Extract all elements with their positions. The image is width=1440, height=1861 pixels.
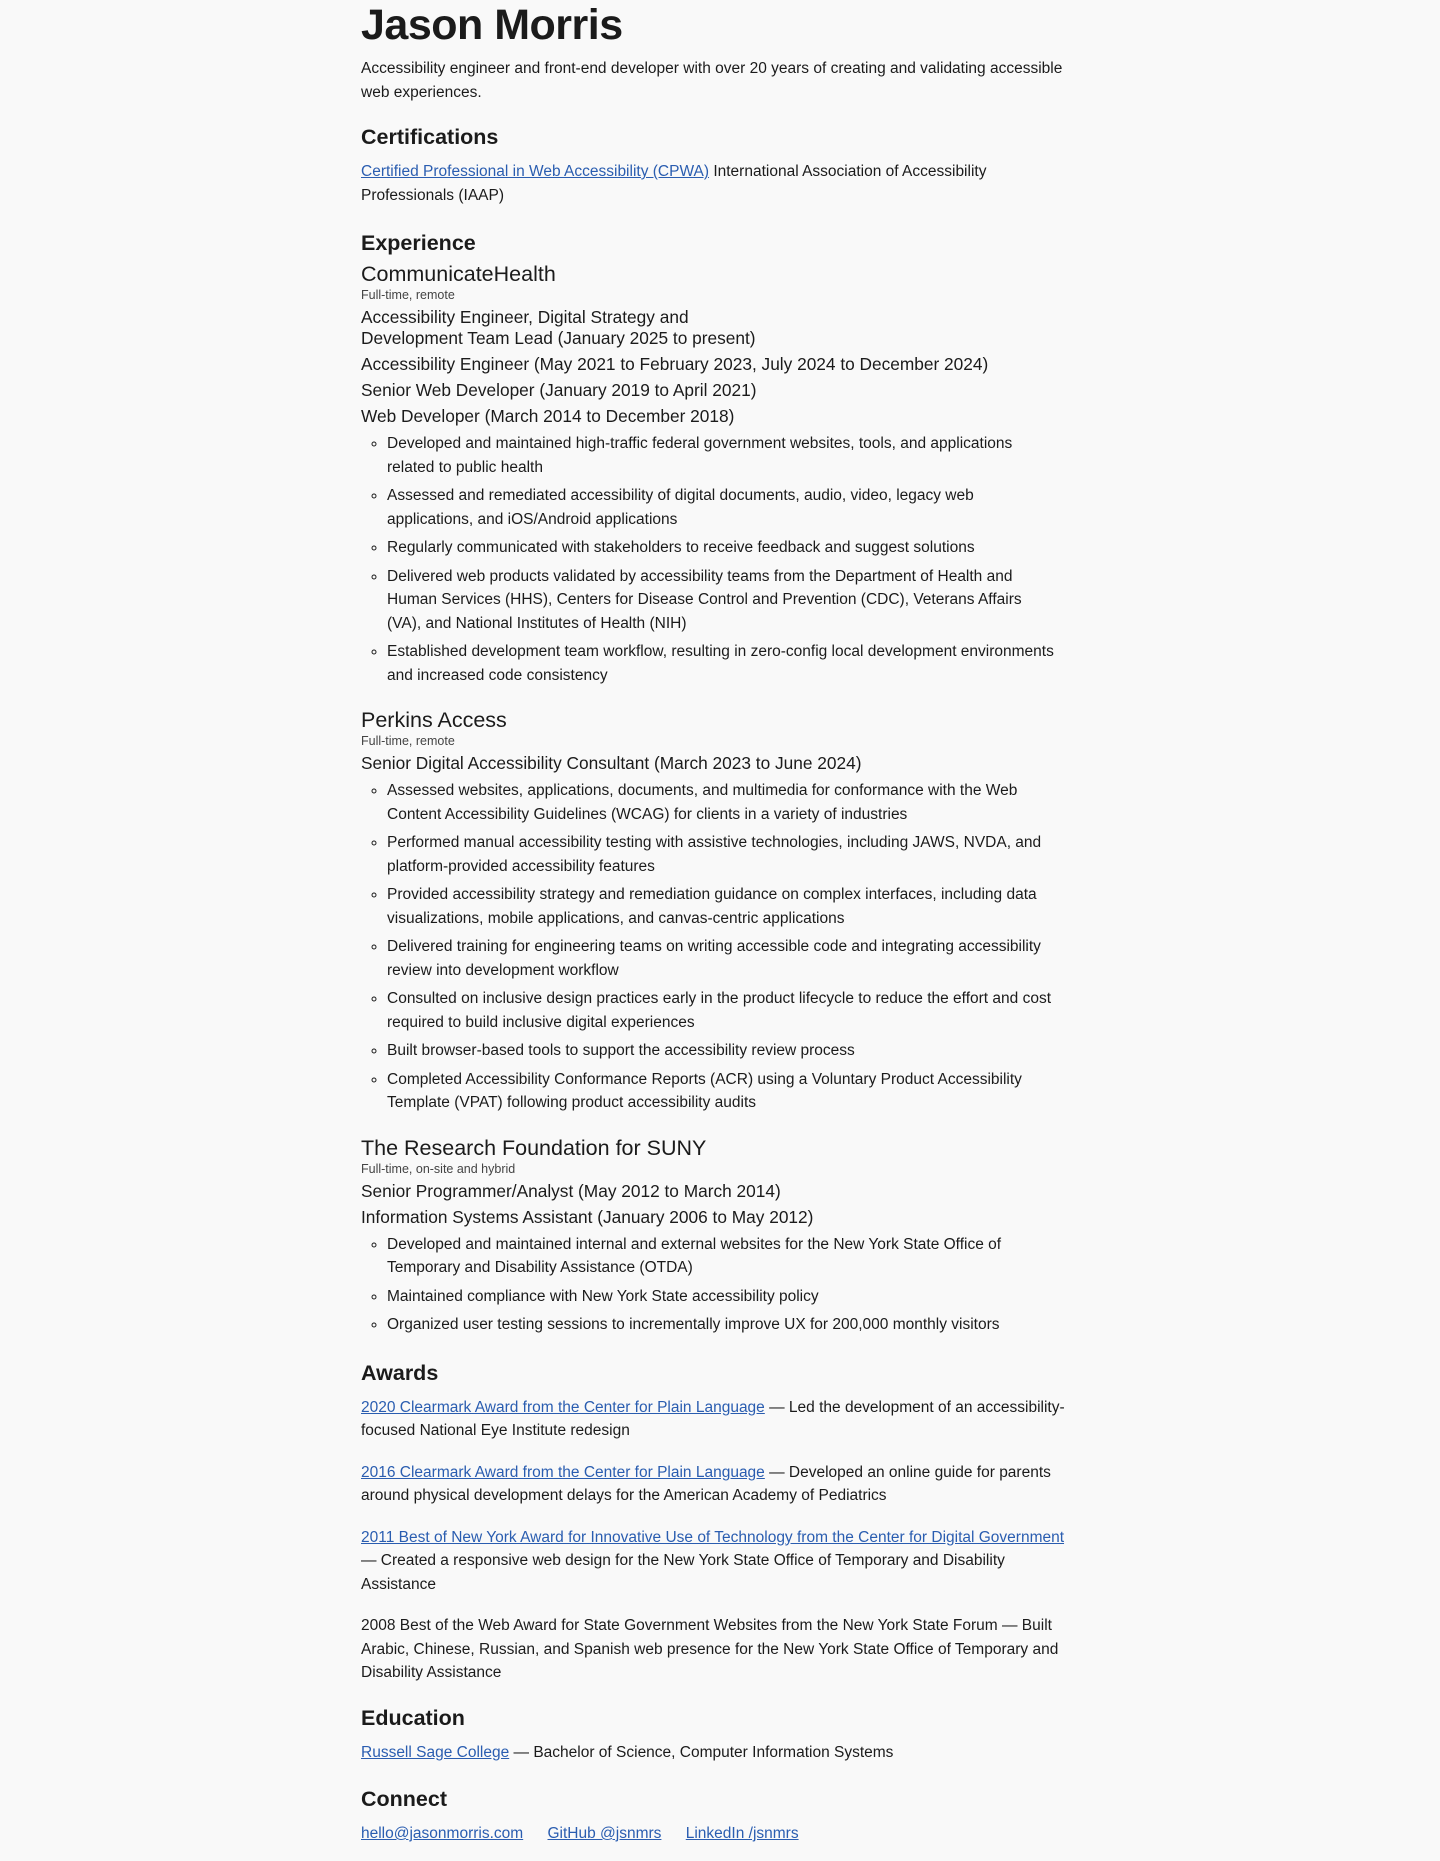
list-item: ◦ Maintained compliance with New York State accessibility policy: [387, 1285, 1057, 1309]
employment-type: Full-time, on-site and hybrid: [361, 1161, 516, 1176]
award-description: 2008 Best of the Web Award for State Government Websites from the New York State Forum — Built Arabic, Chinese, Russian, and Spanish web presence for the New York State Office of Temporary and Disability Assistance: [361, 1617, 1059, 1681]
certification-entry: [361, 160, 1081, 207]
role-title: Senior Programmer/Analyst (May 2012 to March 2014): [361, 1180, 781, 1201]
employer-name: Perkins Access: [361, 708, 507, 732]
list-item: ◦ Built browser-based tools to support the accessibility review process: [387, 1039, 1057, 1063]
award-link[interactable]: 2020 Clearmark Award from the Center for Plain Language: [361, 1398, 765, 1416]
list-item: ◦ Delivered training for engineering teams on writing accessible code and integrating accessibility review into development workflow: [387, 935, 1057, 982]
role-title: Web Developer (March 2014 to December 2018): [361, 406, 735, 426]
cpwa-link[interactable]: Certified Professional in Web Accessibility (CPWA): [361, 163, 710, 180]
github-link[interactable]: GitHub @jsnmrs: [547, 1825, 662, 1842]
list-item: ◦ Performed manual accessibility testing with assistive technologies, including JAWS, NVDA, and platform-provided accessibility features: [387, 831, 1057, 878]
award-description: — Developed an online guide for parents around physical development delays for the American Academy of Pediatrics: [361, 1463, 1051, 1504]
list-item: ◦ Established development team workflow, resulting in zero-config local development environments and increased code consistency: [387, 640, 1057, 687]
award-entry: [361, 1461, 1081, 1508]
award-entry: [361, 1526, 1081, 1597]
list-item: ◦ Delivered web products validated by accessibility teams from the Department of Health and Human Services (HHS), Centers for Disease Control and Prevention (CDC), Veterans Affairs (VA), and National Institutes of Health (NIH): [387, 565, 1057, 636]
list-item: ◦ Developed and maintained internal and external websites for the New York State Office of Temporary and Disability Assistance (OTDA): [387, 1233, 1057, 1280]
certifications-heading: Certifications: [361, 125, 499, 149]
resume-page: [361, 0, 1081, 1846]
award-link[interactable]: 2016 Clearmark Award from the Center for Plain Language: [361, 1463, 765, 1481]
responsibility-list: [361, 779, 1057, 1115]
certification-issuer: International Association of Accessibility Professionals (IAAP): [361, 163, 987, 204]
list-item: ◦ Organized user testing sessions to incrementally improve UX for 200,000 monthly visitors: [387, 1313, 1057, 1337]
role-title: Senior Web Developer (January 2019 to April 2021): [361, 380, 757, 400]
connect-heading: Connect: [361, 1787, 447, 1811]
list-item: ◦ Assessed websites, applications, documents, and multimedia for conformance with the Web Content Accessibility Guidelines (WCAG) for clients in a variety of industries: [387, 779, 1057, 826]
award-description: — Led the development of an accessibility-focused National Eye Institute redesign: [361, 1398, 1065, 1439]
employment-type: Full-time, remote: [361, 734, 455, 748]
employer-name: CommunicateHealth: [361, 262, 556, 286]
role-title: Accessibility Engineer (May 2021 to February 2023, July 2024 to December 2024): [361, 354, 989, 374]
list-item: ◦ Developed and maintained high-traffic federal government websites, tools, and applications related to public health: [387, 432, 1057, 479]
responsibility-list: [361, 1233, 1057, 1337]
page-title: Jason Morris: [361, 1, 623, 49]
education-heading: Education: [361, 1705, 465, 1730]
role-title: Information Systems Assistant (January 2006 to May 2012): [361, 1206, 814, 1227]
employer-communicatehealth: [361, 261, 1081, 687]
award-entry: [361, 1396, 1081, 1443]
intro-text: Accessibility engineer and front-end developer with over 20 years of creating and validating accessible web experiences.: [361, 60, 1063, 101]
awards-heading: Awards: [361, 1360, 439, 1385]
list-item: ◦ Provided accessibility strategy and remediation guidance on complex interfaces, including data visualizations, mobile applications, and canvas-centric applications: [387, 883, 1057, 930]
list-item: ◦ Consulted on inclusive design practices early in the product lifecycle to reduce the effort and cost required to build inclusive digital experiences: [387, 987, 1057, 1034]
responsibility-list: [361, 432, 1057, 687]
linkedin-link[interactable]: LinkedIn /jsnmrs: [685, 1825, 799, 1842]
degree-text: — Bachelor of Science, Computer Information Systems: [509, 1743, 894, 1761]
email-link[interactable]: hello@jasonmorris.com: [361, 1825, 524, 1842]
award-entry: [361, 1614, 1081, 1685]
award-description: — Created a responsive web design for the New York State Office of Temporary and Disability Assistance: [361, 1552, 1005, 1593]
award-link[interactable]: 2011 Best of New York Award for Innovative Use of Technology from the Center for Digital Government: [361, 1528, 1065, 1546]
employer-name: The Research Foundation for SUNY: [361, 1135, 707, 1160]
employer-perkins-access: [361, 707, 1081, 1115]
list-item: ◦ Assessed and remediated accessibility of digital documents, audio, video, legacy web applications, and iOS/Android applications: [387, 484, 1057, 531]
education-entry: [361, 1741, 1081, 1765]
list-item: ◦ Completed Accessibility Conformance Reports (ACR) using a Voluntary Product Accessibility Template (VPAT) following product accessibility audits: [387, 1068, 1057, 1115]
role-title: Senior Digital Accessibility Consultant (March 2023 to June 2024): [361, 753, 862, 773]
experience-heading: Experience: [361, 231, 476, 255]
college-link[interactable]: Russell Sage College: [361, 1743, 510, 1761]
employment-type: Full-time, remote: [361, 288, 455, 302]
list-item: ◦ Regularly communicated with stakeholders to receive feedback and suggest solutions: [387, 536, 1057, 560]
connect-links: [361, 1822, 1081, 1846]
employer-research-foundation-suny: [361, 1135, 1081, 1337]
role-title: Accessibility Engineer, Digital Strategy and Development Team Lead (January 2025 to present): [361, 307, 756, 348]
